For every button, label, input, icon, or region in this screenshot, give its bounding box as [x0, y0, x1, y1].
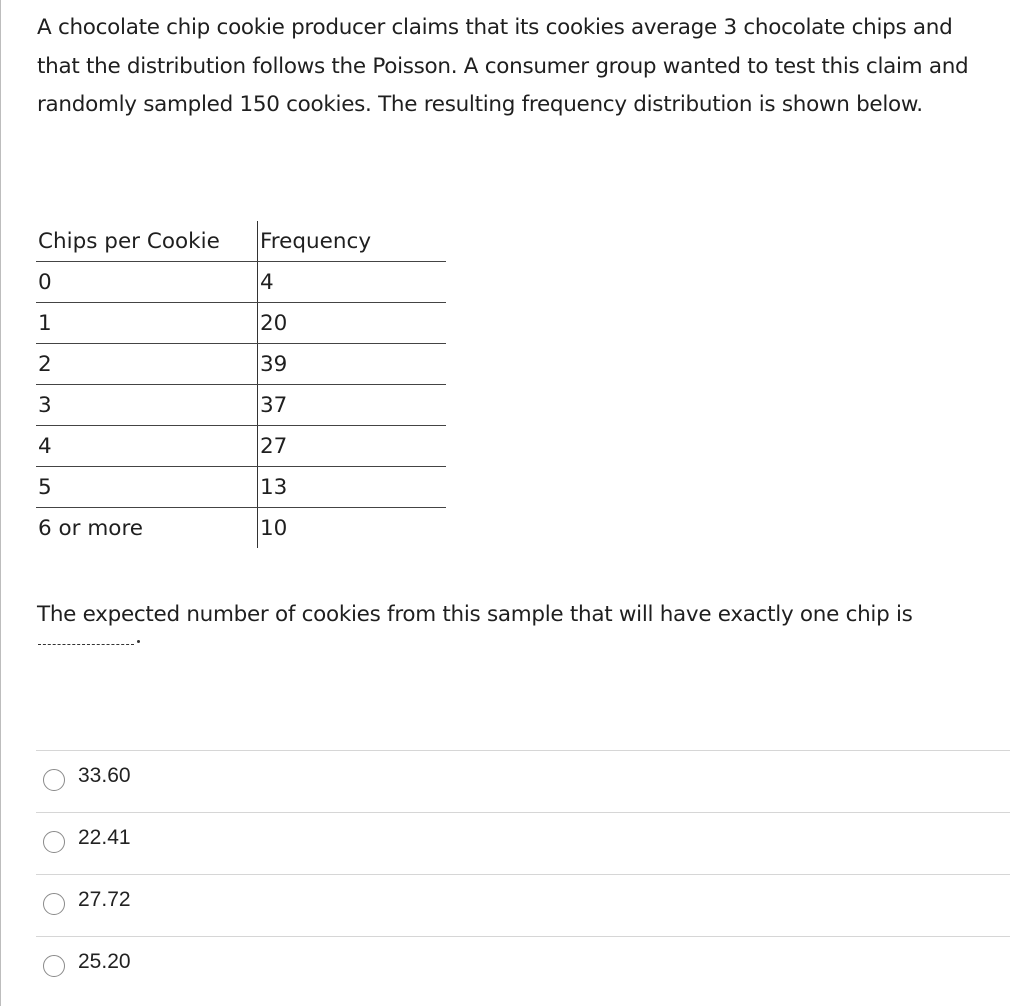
column-header-frequency: Frequency: [258, 221, 447, 262]
option-label[interactable]: 27.72: [78, 888, 131, 911]
frequency-table: [36, 221, 446, 548]
chips-cell: 1: [36, 303, 258, 344]
question-text: A chocolate chip cookie producer claims that its cookies average 3 chocolate chips and that the distribution follows the Poisson. A consumer group wanted to test this claim and randomly sampled 150 cookies. The resulting frequency distribution is shown below.: [37, 15, 969, 118]
answer-option-2[interactable]: [36, 812, 1010, 874]
answer-option-3[interactable]: [36, 874, 1010, 936]
table-row: [36, 262, 446, 303]
chips-cell: 5: [36, 467, 258, 508]
frequency-cell: 13: [258, 467, 447, 508]
option-label[interactable]: 25.20: [78, 950, 131, 973]
radio-button[interactable]: [43, 893, 65, 915]
option-label[interactable]: 22.41: [78, 826, 131, 849]
radio-button[interactable]: [43, 955, 65, 977]
answer-options: [36, 750, 1010, 998]
question-prompt: The expected number of cookies from this sample that will have exactly one chip is: [37, 602, 913, 627]
chips-cell: 4: [36, 426, 258, 467]
chips-cell: 0: [36, 262, 258, 303]
column-header-chips: Chips per Cookie: [36, 221, 258, 262]
answer-blank: [38, 644, 134, 645]
frequency-cell: 20: [258, 303, 447, 344]
radio-button[interactable]: [43, 831, 65, 853]
answer-option-1[interactable]: [36, 750, 1010, 812]
answer-blank-period: [137, 640, 140, 643]
table-row: [36, 467, 446, 508]
table-row: [36, 385, 446, 426]
answer-option-4[interactable]: [36, 936, 1010, 998]
frequency-cell: 10: [258, 508, 447, 549]
frequency-cell: 37: [258, 385, 447, 426]
table-row: [36, 508, 446, 549]
radio-button[interactable]: [43, 769, 65, 791]
frequency-cell: 39: [258, 344, 447, 385]
table-row: [36, 426, 446, 467]
chips-cell: 6 or more: [38, 515, 144, 541]
frequency-cell: 4: [258, 262, 447, 303]
table-row: [36, 303, 446, 344]
option-label[interactable]: 33.60: [78, 764, 131, 787]
chips-cell: 2: [36, 344, 258, 385]
table-row: [36, 344, 446, 385]
left-border: [0, 0, 1, 1006]
frequency-cell: 27: [258, 426, 447, 467]
table-header-row: [36, 221, 446, 262]
chips-cell: 3: [36, 385, 258, 426]
